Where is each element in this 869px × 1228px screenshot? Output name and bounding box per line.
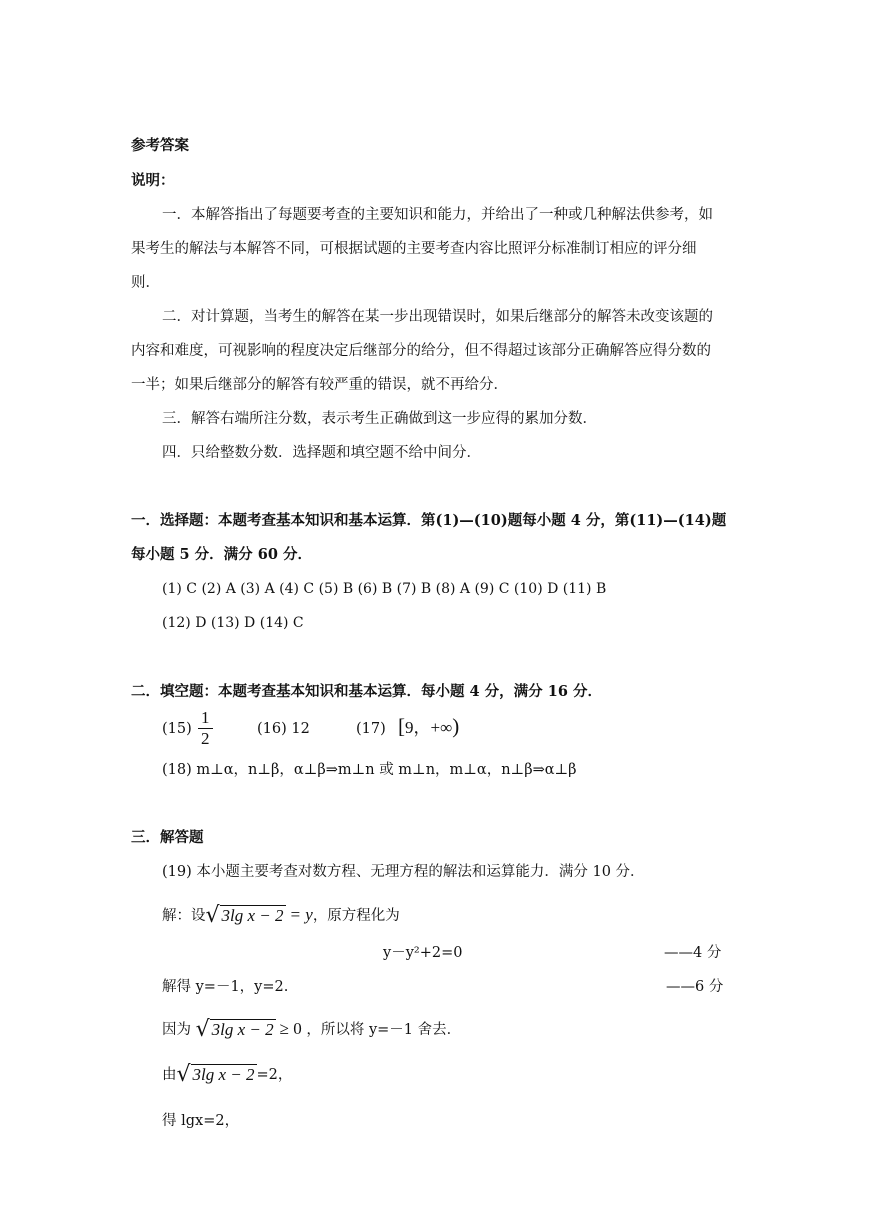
equation-1: y－y²+2=0 xyxy=(383,945,463,961)
q15-label: (15) xyxy=(162,721,192,737)
solution-suffix: ，原方程化为 xyxy=(312,908,400,924)
note-2-line-1: 二．对计算题，当考生的解答在某一步出现错误时，如果后继部分的解答未改变该题的 xyxy=(162,309,713,325)
because-suffix: ，所以将 y=－1 舍去． xyxy=(306,1022,462,1038)
solution-substitution xyxy=(162,900,400,931)
note-heading: 说明： xyxy=(131,172,175,189)
section2-heading: 二．填空题：本题考查基本知识和基本运算．每小题 4 分，满分 16 分． xyxy=(131,683,602,700)
note-2-line-3: 一半；如果后继部分的解答有较严重的错误，就不再给分． xyxy=(131,377,508,393)
sqrt-icon: √ xyxy=(205,903,220,928)
page-title: 参考答案 xyxy=(131,137,189,154)
equals-y: = y xyxy=(289,905,313,924)
score-2: ——6 分 xyxy=(666,979,724,995)
sqrt-expression xyxy=(206,901,286,931)
q17-label: (17) xyxy=(356,721,386,737)
q17-value: 9，+∞ xyxy=(405,718,453,737)
q17-interval xyxy=(398,716,459,739)
sqrt-icon: √ xyxy=(195,1017,210,1042)
solution-prefix: 解：设 xyxy=(162,908,206,924)
section1-answers-line2: (12) D (13) D (14) C xyxy=(162,615,304,631)
q17-open-bracket: [ xyxy=(398,714,405,738)
q15-numerator: 1 xyxy=(198,708,213,729)
because-prefix: 因为 xyxy=(162,1022,191,1038)
q15-fraction xyxy=(198,708,213,749)
q15-denominator: 2 xyxy=(201,729,210,748)
note-1-line-3: 则． xyxy=(131,275,160,291)
from-suffix: =2， xyxy=(256,1067,293,1083)
sqrt-expression-3 xyxy=(177,1060,257,1090)
because-line xyxy=(162,1014,461,1045)
section1-answers-line1: (1) C (2) A (3) A (4) C (5) B (6) B (7) B (8) A (9) C (10) D (11) B xyxy=(162,581,607,597)
section1-heading-line1: 一．选择题：本题考查基本知识和基本运算．第(1)—(10)题每小题 4 分，第(11)—(14)题 xyxy=(131,512,727,529)
q19-intro: (19) 本小题主要考查对数方程、无理方程的解法和运算能力．满分 10 分． xyxy=(162,864,645,880)
from-prefix: 由 xyxy=(162,1067,177,1083)
section1-heading-line2: 每小题 5 分．满分 60 分． xyxy=(131,546,312,563)
note-2-line-2: 内容和难度，可视影响的程度决定后继部分的给分，但不得超过该部分正确解答应得分数的 xyxy=(131,343,711,359)
sqrt-icon: √ xyxy=(176,1062,191,1087)
get-line: 得 lgx=2， xyxy=(162,1113,240,1129)
note-1-line-2: 果考生的解法与本解答不同，可根据试题的主要考查内容比照评分标准制订相应的评分细 xyxy=(131,241,697,257)
radicand-3: 3lg x − 2 xyxy=(192,1065,255,1084)
q16-answer: (16) 12 xyxy=(257,721,310,737)
section3-heading: 三．解答题 xyxy=(131,829,204,846)
q17-close-bracket: ) xyxy=(452,714,460,738)
sqrt-expression-2 xyxy=(196,1015,276,1045)
note-4: 四．只给整数分数．选择题和填空题不给中间分． xyxy=(162,445,481,461)
ge-zero: ≥ 0 xyxy=(279,1019,302,1038)
radicand: 3lg x − 2 xyxy=(221,906,284,925)
note-3: 三．解答右端所注分数，表示考生正确做到这一步应得的累加分数． xyxy=(162,411,597,427)
note-1-line-1: 一．本解答指出了每题要考查的主要知识和能力，并给出了一种或几种解法供参考，如 xyxy=(162,207,713,223)
score-1: ——4 分 xyxy=(664,945,722,961)
solve-line: 解得 y=－1，y=2. xyxy=(162,979,289,995)
from-line xyxy=(162,1060,292,1090)
radicand-2: 3lg x − 2 xyxy=(211,1020,274,1039)
q18-answer: (18) m⊥α，n⊥β，α⊥β⇒m⊥n 或 m⊥n，m⊥α，n⊥β⇒α⊥β xyxy=(162,762,577,778)
